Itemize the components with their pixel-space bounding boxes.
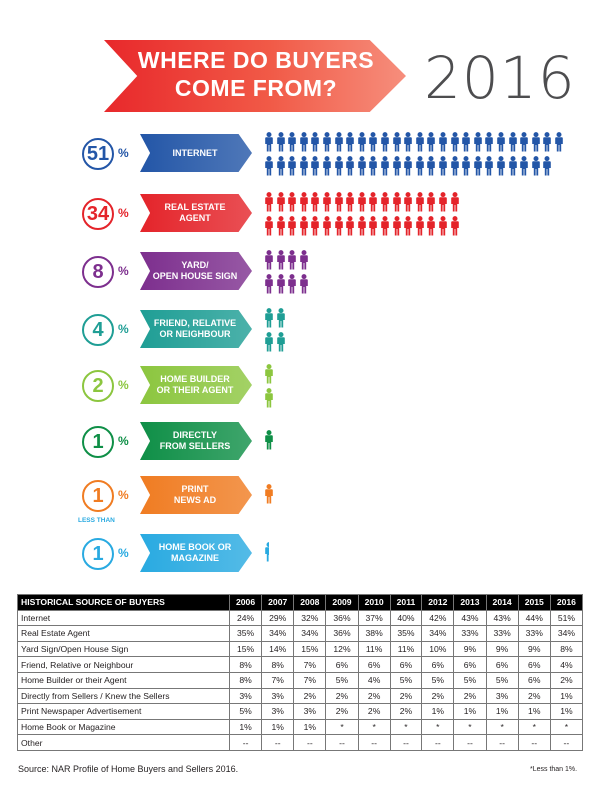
table-cell: 5% [230,704,262,720]
table-header-row [18,595,583,611]
person-icon [368,132,378,152]
table-cell: 1% [486,704,518,720]
table-cell: 2% [326,688,358,704]
table-cell: 1% [550,688,582,704]
table-cell: -- [358,735,390,751]
table-cell: 1% [518,704,550,720]
person-icon [484,132,494,152]
table-cell: 35% [230,626,262,642]
table-row [18,704,583,720]
person-icon [334,216,344,236]
percent-sign: % [118,146,129,160]
year-header: 2009 [326,595,358,611]
person-icon [542,132,552,152]
table-cell: -- [550,735,582,751]
table-header-label: HISTORICAL SOURCE OF BUYERS [18,595,230,611]
person-icon [310,216,320,236]
table-cell: * [486,719,518,735]
table-cell: 34% [262,626,294,642]
table-cell: 5% [422,672,454,688]
person-icon [264,484,274,504]
person-icon [299,274,309,294]
table-cell: 2% [518,688,550,704]
person-icon [438,132,448,152]
person-icon [310,132,320,152]
table-cell: 12% [326,641,358,657]
table-cell: 3% [294,704,326,720]
table-cell: 7% [294,672,326,688]
person-icon [450,192,460,212]
table-row [18,626,583,642]
table-cell: 15% [230,641,262,657]
person-icon [334,156,344,176]
person-icon [496,132,506,152]
category-label: INTERNET [172,147,218,158]
person-icon [276,332,286,352]
category-row [0,192,612,244]
category-row [0,132,612,184]
person-icon [415,132,425,152]
person-icon [519,156,529,176]
person-icon [392,216,402,236]
category-label: PRINT NEWS AD [173,484,217,505]
table-cell: 1% [422,704,454,720]
person-icon [403,132,413,152]
category-label: HOME BOOK OR MAGAZINE [158,542,232,563]
person-icon [264,192,274,212]
year-header: 2008 [294,595,326,611]
person-icon [264,388,274,408]
table-cell: 2% [550,672,582,688]
table-cell: -- [390,735,422,751]
person-icon [426,132,436,152]
person-icon [345,132,355,152]
table-cell: 42% [422,610,454,626]
person-icon [450,132,460,152]
table-cell: 2% [422,688,454,704]
table-cell: 2% [454,688,486,704]
person-icon [438,156,448,176]
person-icon [287,216,297,236]
person-icon [542,156,552,176]
person-icon [276,216,286,236]
year-header: 2013 [454,595,486,611]
person-icon [380,156,390,176]
table-cell: 36% [326,626,358,642]
percent-sign: % [118,206,129,220]
category-label: HOME BUILDER OR THEIR AGENT [156,374,234,395]
table-cell: 2% [358,688,390,704]
table-cell: 1% [262,719,294,735]
percent-circle: 1 [82,480,114,512]
table-cell: -- [326,735,358,751]
table-cell: 6% [358,657,390,673]
historical-table [17,594,583,751]
person-icon [287,250,297,270]
table-cell: 6% [326,657,358,673]
table-cell: 8% [230,657,262,673]
table-cell: 9% [518,641,550,657]
person-icon [264,250,274,270]
year-header: 2006 [230,595,262,611]
person-icon [276,250,286,270]
person-icon [531,156,541,176]
person-icon [508,132,518,152]
percent-circle: 1 [82,426,114,458]
category-row [0,308,612,360]
table-cell: -- [422,735,454,751]
percent-circle: 1 [82,538,114,570]
table-cell: 24% [230,610,262,626]
table-cell: 8% [550,641,582,657]
table-cell: 37% [358,610,390,626]
person-icon [380,192,390,212]
person-icon [450,156,460,176]
table-cell: 9% [454,641,486,657]
person-icon [426,156,436,176]
person-icon [403,216,413,236]
year-header: 2010 [358,595,390,611]
person-icon [322,132,332,152]
person-icon [334,192,344,212]
person-icon [345,156,355,176]
person-icon [415,192,425,212]
table-cell: 10% [422,641,454,657]
table-cell: 51% [550,610,582,626]
table-row [18,719,583,735]
row-label: Home Builder or their Agent [18,672,230,688]
person-icon [264,156,274,176]
table-cell: 2% [326,704,358,720]
category-row [0,517,612,584]
table-cell: 9% [486,641,518,657]
person-icon [276,308,286,328]
person-icon [345,216,355,236]
table-cell: 34% [422,626,454,642]
percent-sign: % [118,322,129,336]
percent-sign: % [118,434,129,448]
row-label: Home Book or Magazine [18,719,230,735]
table-cell: 1% [230,719,262,735]
table-cell: * [326,719,358,735]
person-icon [368,216,378,236]
category-label: DIRECTLY FROM SELLERS [159,430,231,451]
table-cell: 43% [486,610,518,626]
table-cell: 4% [550,657,582,673]
person-icon [357,156,367,176]
person-icon [264,274,274,294]
table-cell: 7% [262,672,294,688]
person-icon [322,156,332,176]
table-cell: 11% [358,641,390,657]
table-cell: 5% [454,672,486,688]
person-icon [276,274,286,294]
table-cell: * [390,719,422,735]
table-cell: 3% [230,688,262,704]
table-cell: 11% [390,641,422,657]
table-cell: 6% [454,657,486,673]
row-label: Directly from Sellers / Knew the Sellers [18,688,230,704]
table-cell: 8% [262,657,294,673]
percent-circle: 2 [82,370,114,402]
person-icon [392,156,402,176]
person-icon [322,216,332,236]
table-cell: 34% [294,626,326,642]
table-cell: 43% [454,610,486,626]
person-icon [392,192,402,212]
percent-sign: % [118,488,129,502]
person-icon [357,132,367,152]
person-icon [310,156,320,176]
percent-circle: 8 [82,256,114,288]
category-label: FRIEND, RELATIVE OR NEIGHBOUR [153,318,237,339]
table-row [18,672,583,688]
table-cell: 5% [486,672,518,688]
person-icon [299,192,309,212]
table-cell: -- [486,735,518,751]
person-icon [368,156,378,176]
person-icon [380,216,390,236]
percent-sign: % [118,264,129,278]
title-line-1: WHERE DO BUYERS [137,47,375,73]
percent-sign: % [118,378,129,392]
person-icon [357,216,367,236]
less-than-label: LESS THAN [78,517,115,524]
table-row [18,688,583,704]
table-cell: 32% [294,610,326,626]
table-row [18,610,583,626]
person-icon [461,132,471,152]
person-icon [276,192,286,212]
person-icon [392,132,402,152]
person-icon [287,274,297,294]
person-icon [484,156,494,176]
table-cell: 5% [390,672,422,688]
table-row [18,657,583,673]
header [0,0,612,130]
table-cell: 1% [294,719,326,735]
table-cell: * [422,719,454,735]
person-icon [264,132,274,152]
table-cell: -- [230,735,262,751]
person-icon [264,430,274,450]
table-cell: 38% [358,626,390,642]
person-icon [299,250,309,270]
person-icon [357,192,367,212]
table-cell: 1% [550,704,582,720]
table-cell: * [454,719,486,735]
person-icon [287,156,297,176]
table-cell: 3% [486,688,518,704]
person-icon [415,216,425,236]
person-icon [287,132,297,152]
category-label: YARD/ OPEN HOUSE SIGN [152,260,238,281]
category-label: REAL ESTATE AGENT [164,202,226,223]
person-icon [403,156,413,176]
table-cell: * [358,719,390,735]
row-label: Friend, Relative or Neighbour [18,657,230,673]
person-icon [519,132,529,152]
table-cell: 2% [294,688,326,704]
table-cell: 6% [518,672,550,688]
percent-circle: 51 [82,138,114,170]
table-row [18,735,583,751]
title-line-2: COME FROM? [174,75,338,101]
table-cell: * [518,719,550,735]
table-cell: 2% [358,704,390,720]
person-icon [554,132,564,152]
table-cell: 5% [326,672,358,688]
table-cell: 33% [518,626,550,642]
year-header: 2011 [390,595,422,611]
person-icon [310,192,320,212]
person-icon [299,132,309,152]
person-icon [264,216,274,236]
table-cell: 3% [262,688,294,704]
percent-circle: 34 [82,198,114,230]
table-cell: 33% [454,626,486,642]
person-icon [287,192,297,212]
year-header: 2016 [550,595,582,611]
table-row [18,641,583,657]
table-cell: 6% [486,657,518,673]
person-icon [264,308,274,328]
person-icon [438,192,448,212]
table-cell: -- [294,735,326,751]
person-icon [334,132,344,152]
table-cell: 2% [390,688,422,704]
table-cell: -- [262,735,294,751]
table-body [18,610,583,750]
table-cell: * [550,719,582,735]
person-icon [345,192,355,212]
percent-circle: 4 [82,314,114,346]
table-cell: 6% [390,657,422,673]
person-icon [531,132,541,152]
table-cell: 36% [326,610,358,626]
table-cell: 44% [518,610,550,626]
table-cell: 6% [518,657,550,673]
person-icon [299,216,309,236]
person-icon [264,332,274,352]
person-icon [380,132,390,152]
year-header: 2015 [518,595,550,611]
person-icon [264,542,269,562]
person-icon [264,364,274,384]
table-cell: 34% [550,626,582,642]
person-icon [508,156,518,176]
table-cell: 1% [454,704,486,720]
table-cell: 35% [390,626,422,642]
person-icon [276,132,286,152]
table-cell: 7% [294,657,326,673]
person-icon [473,132,483,152]
person-icon [276,156,286,176]
table-cell: 2% [390,704,422,720]
row-label: Yard Sign/Open House Sign [18,641,230,657]
person-icon [473,156,483,176]
table-cell: 29% [262,610,294,626]
person-icon [426,192,436,212]
row-label: Other [18,735,230,751]
person-icon [438,216,448,236]
person-icon [496,156,506,176]
person-icon [415,156,425,176]
row-label: Internet [18,610,230,626]
person-icon [461,156,471,176]
table-cell: 15% [294,641,326,657]
table-cell: 33% [486,626,518,642]
footnote: *Less than 1%. [530,766,578,773]
page-title [120,46,392,102]
table-cell: 6% [422,657,454,673]
person-icon [322,192,332,212]
percent-sign: % [118,546,129,560]
person-icon [403,192,413,212]
table-cell: -- [454,735,486,751]
row-label: Real Estate Agent [18,626,230,642]
row-label: Print Newspaper Advertisement [18,704,230,720]
year-header: 2007 [262,595,294,611]
person-icon [450,216,460,236]
year-header: 2012 [422,595,454,611]
source-note: Source: NAR Profile of Home Buyers and Sellers 2016. [18,764,239,774]
table-cell: 14% [262,641,294,657]
table-cell: -- [518,735,550,751]
table-cell: 3% [262,704,294,720]
category-row [0,364,612,416]
person-icon [426,216,436,236]
table-cell: 8% [230,672,262,688]
person-icon [299,156,309,176]
table-cell: 40% [390,610,422,626]
category-row [0,250,612,302]
year-header: 2014 [486,595,518,611]
table-cell: 4% [358,672,390,688]
year-label: 2016 [424,44,576,112]
category-row [0,420,612,472]
person-icon [368,192,378,212]
